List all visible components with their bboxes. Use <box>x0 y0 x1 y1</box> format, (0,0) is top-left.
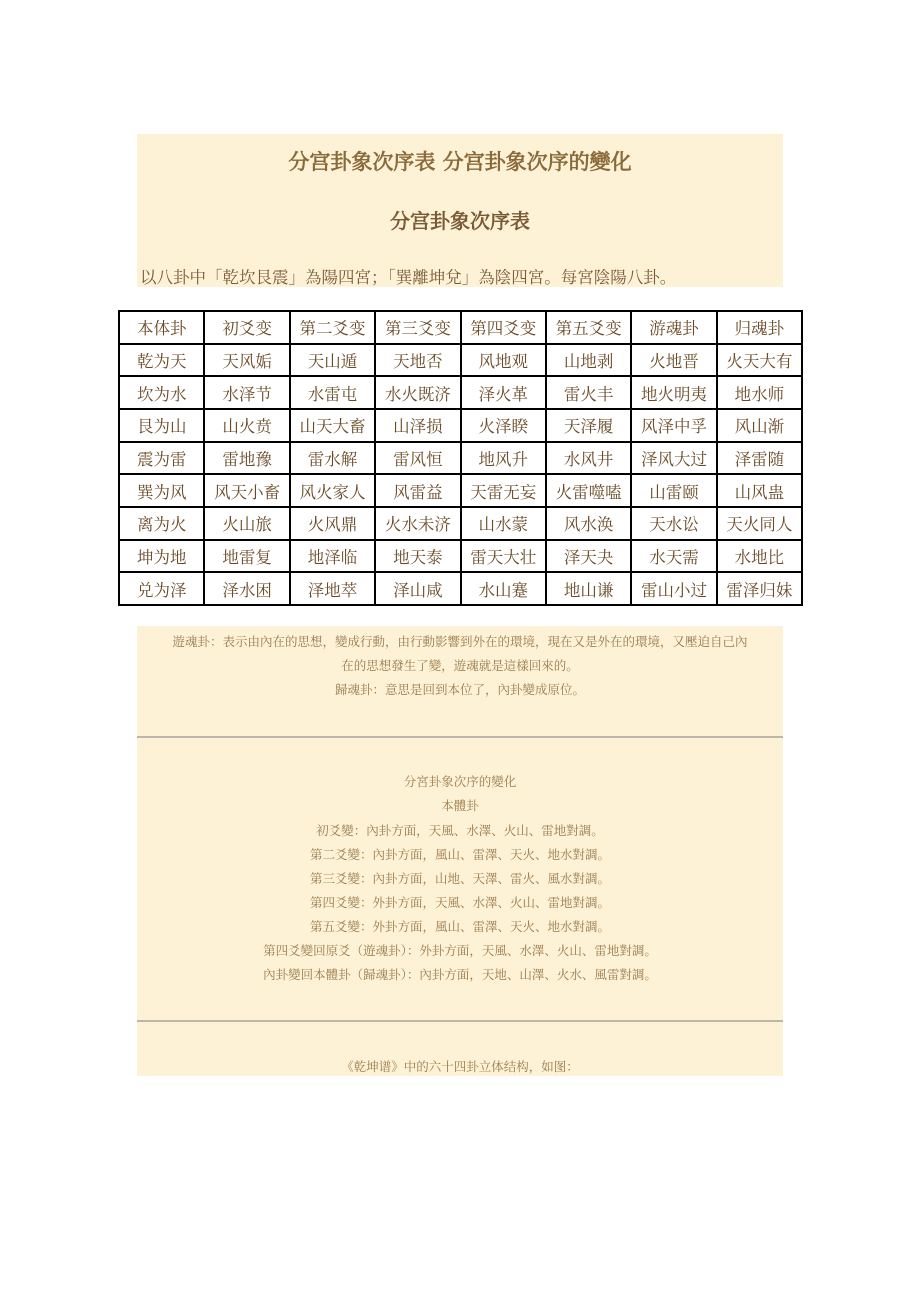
table-cell: 雷风恒 <box>375 442 460 475</box>
table-cell: 水地比 <box>717 540 802 573</box>
table-cell: 山水蒙 <box>461 507 546 540</box>
table-cell: 雷水解 <box>290 442 375 475</box>
table-cell: 山风蛊 <box>717 474 802 507</box>
table-cell: 雷天大壮 <box>461 540 546 573</box>
table-cell: 山火贲 <box>204 409 289 442</box>
table-header-cell: 本体卦 <box>119 311 204 344</box>
table-cell: 天地否 <box>375 344 460 377</box>
table-cell: 火泽睽 <box>461 409 546 442</box>
intro-text: 以八卦中「乾坎艮震」為陽四宮；「巽離坤兌」為陰四宮。每宮陰陽八卦。 <box>140 268 677 287</box>
table-cell: 地风升 <box>461 442 546 475</box>
table-header-cell: 第三爻变 <box>375 311 460 344</box>
table-cell: 风山渐 <box>717 409 802 442</box>
table-cell: 水风井 <box>546 442 631 475</box>
table-cell: 火风鼎 <box>290 507 375 540</box>
table-cell: 天风姤 <box>204 344 289 377</box>
divider <box>137 1020 783 1022</box>
table-cell: 火山旅 <box>204 507 289 540</box>
table-row <box>119 540 802 573</box>
table-header-cell: 第四爻变 <box>461 311 546 344</box>
table-row <box>119 344 802 377</box>
change-line: 初爻變：內卦方面，天風、水澤、火山、雷地對調。 <box>316 823 604 838</box>
table-cell: 雷泽归妹 <box>717 572 802 605</box>
table-row <box>119 376 802 409</box>
table-row <box>119 474 802 507</box>
table-cell: 地火明夷 <box>631 376 716 409</box>
table-cell: 泽火革 <box>461 376 546 409</box>
table-cell: 震为雷 <box>119 442 204 475</box>
changes-subtitle: 本體卦 <box>441 798 479 813</box>
change-line: 第五爻變：外卦方面，風山、雷澤、天火、地水對調。 <box>309 919 610 934</box>
table-cell: 雷火丰 <box>546 376 631 409</box>
table-row <box>119 442 802 475</box>
table-cell: 山泽损 <box>375 409 460 442</box>
table-cell: 火地晋 <box>631 344 716 377</box>
table-row <box>119 507 802 540</box>
table-cell: 泽水困 <box>204 572 289 605</box>
table-cell: 坤为地 <box>119 540 204 573</box>
table-cell: 泽山咸 <box>375 572 460 605</box>
table-cell: 坎为水 <box>119 376 204 409</box>
table-cell: 艮为山 <box>119 409 204 442</box>
change-line: 內卦變回本體卦（歸魂卦）：內卦方面，天地、山澤、火水、風雷對調。 <box>263 967 657 982</box>
youhun-note-line2: 在的思想發生了變，遊魂就是這樣回來的。 <box>341 658 579 673</box>
guihun-note: 歸魂卦：意思是回到本位了，內卦變成原位。 <box>334 682 585 697</box>
table-row <box>119 409 802 442</box>
table-header-cell: 初爻变 <box>204 311 289 344</box>
hexagram-table <box>118 310 803 606</box>
table-cell: 山天大畜 <box>290 409 375 442</box>
table-row <box>119 572 802 605</box>
table-cell: 地水师 <box>717 376 802 409</box>
table-cell: 雷山小过 <box>631 572 716 605</box>
table-cell: 天水讼 <box>631 507 716 540</box>
page-title: 分宫卦象次序表 分宫卦象次序的變化 <box>288 150 632 174</box>
table-header-row <box>119 311 802 344</box>
change-line: 第三爻變：內卦方面，山地、天澤、雷火、風水對調。 <box>309 871 610 886</box>
table-cell: 水泽节 <box>204 376 289 409</box>
table-header-cell: 第二爻变 <box>290 311 375 344</box>
structure-note: 《乾坤谱》中的六十四卦立体结构，如图： <box>341 1059 579 1074</box>
table-cell: 风地观 <box>461 344 546 377</box>
table-cell: 火雷噬嗑 <box>546 474 631 507</box>
table-cell: 泽雷随 <box>717 442 802 475</box>
table-cell: 风火家人 <box>290 474 375 507</box>
table-cell: 风泽中孚 <box>631 409 716 442</box>
table-cell: 天泽履 <box>546 409 631 442</box>
change-line: 第二爻變：內卦方面，風山、雷澤、天火、地水對調。 <box>309 847 610 862</box>
change-line: 第四爻變回原爻（遊魂卦）：外卦方面，天風、水澤、火山、雷地對調。 <box>263 943 657 958</box>
table-cell: 泽天夬 <box>546 540 631 573</box>
table-cell: 地天泰 <box>375 540 460 573</box>
youhun-note-line1: 遊魂卦：表示由內在的思想，變成行動，由行動影響到外在的環境，現在又是外在的環境，又壓迫自己內 <box>172 634 748 649</box>
table-header-cell: 归魂卦 <box>717 311 802 344</box>
table-cell: 水天需 <box>631 540 716 573</box>
table-cell: 山雷颐 <box>631 474 716 507</box>
table-title: 分宫卦象次序表 <box>390 209 530 233</box>
table-cell: 水雷屯 <box>290 376 375 409</box>
table-cell: 泽地萃 <box>290 572 375 605</box>
table-cell: 风雷益 <box>375 474 460 507</box>
table-cell: 山地剥 <box>546 344 631 377</box>
change-line: 第四爻變：外卦方面，天風、水澤、火山、雷地對調。 <box>309 895 610 910</box>
table-cell: 地山谦 <box>546 572 631 605</box>
table-cell: 雷地豫 <box>204 442 289 475</box>
table-header-cell: 游魂卦 <box>631 311 716 344</box>
table-cell: 地泽临 <box>290 540 375 573</box>
changes-title: 分宮卦象次序的變化 <box>403 774 517 789</box>
table-cell: 泽风大过 <box>631 442 716 475</box>
table-cell: 乾为天 <box>119 344 204 377</box>
table-cell: 地雷复 <box>204 540 289 573</box>
table-cell: 巽为风 <box>119 474 204 507</box>
table-cell: 离为火 <box>119 507 204 540</box>
divider <box>137 736 783 738</box>
table-cell: 天火同人 <box>717 507 802 540</box>
table-cell: 风天小畜 <box>204 474 289 507</box>
table-header-cell: 第五爻变 <box>546 311 631 344</box>
table-cell: 火水未济 <box>375 507 460 540</box>
table-cell: 兑为泽 <box>119 572 204 605</box>
table-cell: 天山遁 <box>290 344 375 377</box>
notes-panel <box>137 626 783 1076</box>
header-panel <box>137 134 783 287</box>
table-cell: 风水涣 <box>546 507 631 540</box>
table-cell: 水火既济 <box>375 376 460 409</box>
table-cell: 火天大有 <box>717 344 802 377</box>
table-cell: 天雷无妄 <box>461 474 546 507</box>
table-cell: 水山蹇 <box>461 572 546 605</box>
